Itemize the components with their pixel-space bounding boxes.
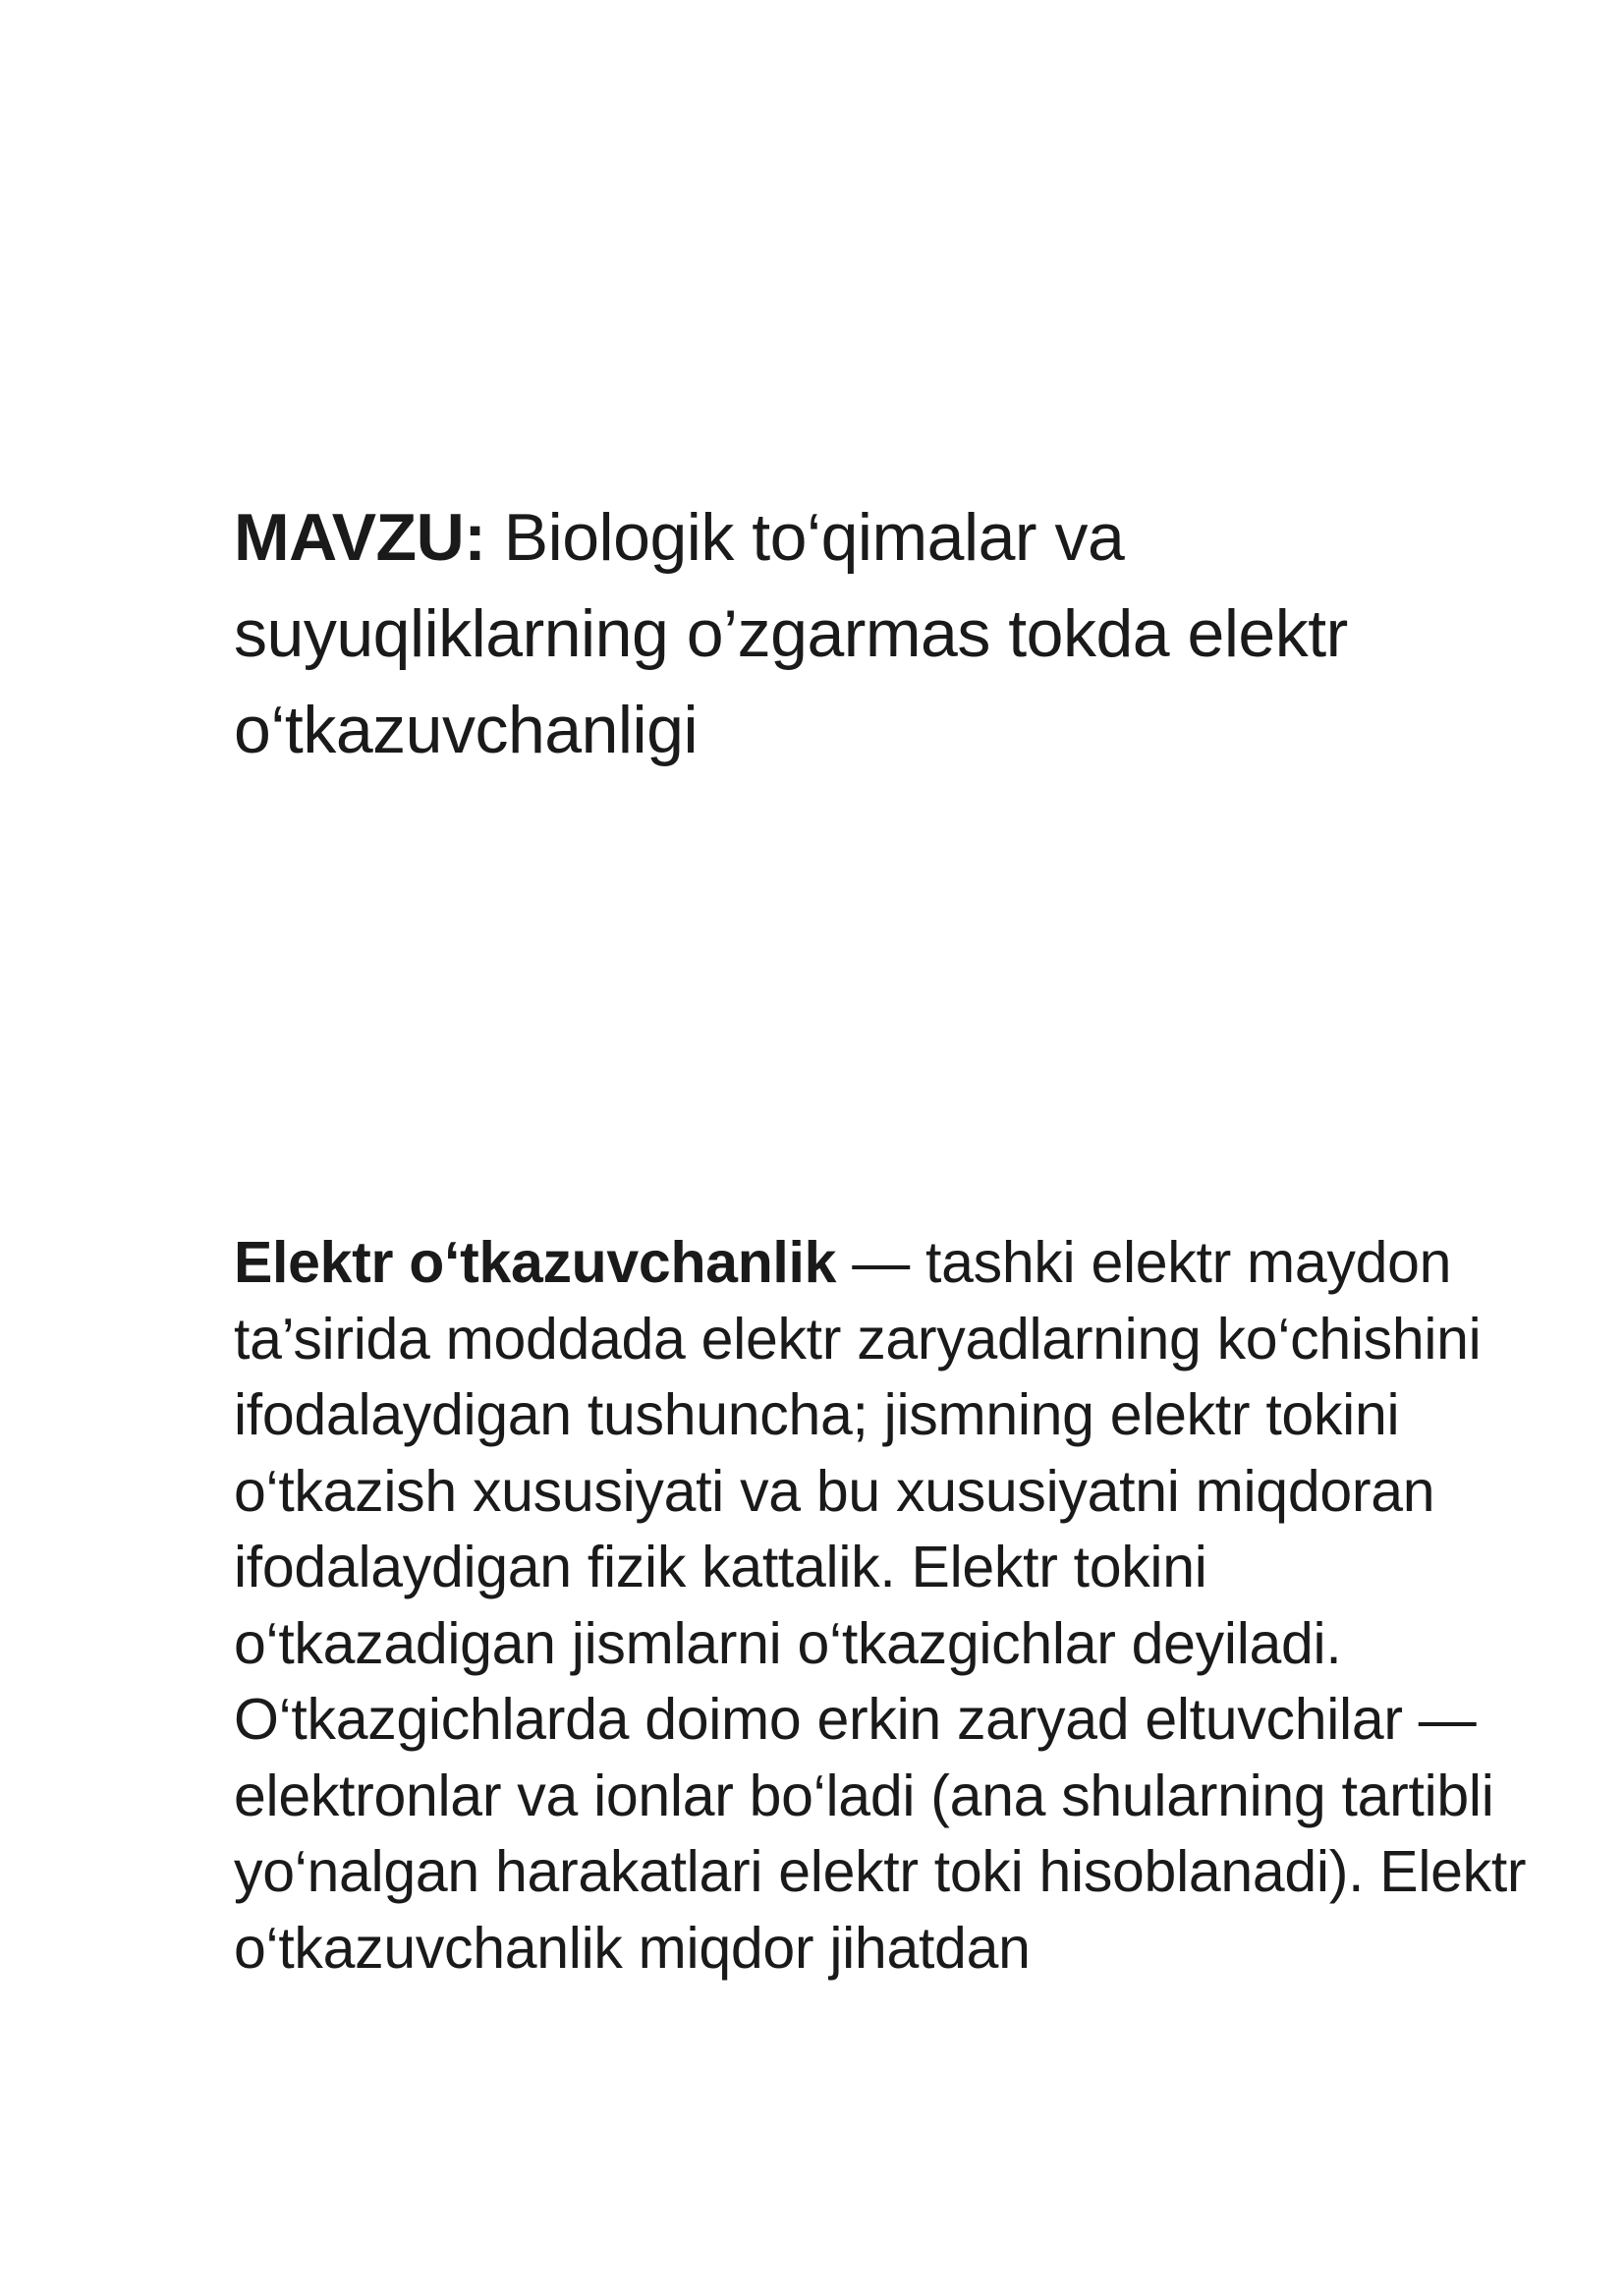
topic-heading	[234, 489, 1511, 778]
topic-label: MAVZU:	[234, 500, 486, 575]
definition-text: — tashki elektr maydon ta’sirida moddada elektr zaryadlarning ko‘chishini ifodalaydigan tushuncha; jismning elektr tokini o‘tkazish xususiyati va bu xususiyatni miqdoran ifodalaydigan fizik kattalik. Elektr tokini o‘tkazadigan jismlarni o‘tkazgichlar deyiladi. O‘tkazgichlarda doimo erkin zaryad eltuvchilar — elektronlar va ionlar bo‘ladi (ana shularning tartibli yo‘nalgan harakatlari elektr toki hisoblanadi). Elektr o‘tkazuvchanlik miqdor jihatdan	[234, 1230, 1527, 1981]
topic-text: Biologik to‘qimalar va suyuqliklarning o’zgarmas tokda elektr o‘tkazuvchanligi	[234, 500, 1348, 767]
defined-term: Elektr o‘tkazuvchanlik	[234, 1230, 837, 1295]
definition-paragraph	[234, 1225, 1531, 1987]
